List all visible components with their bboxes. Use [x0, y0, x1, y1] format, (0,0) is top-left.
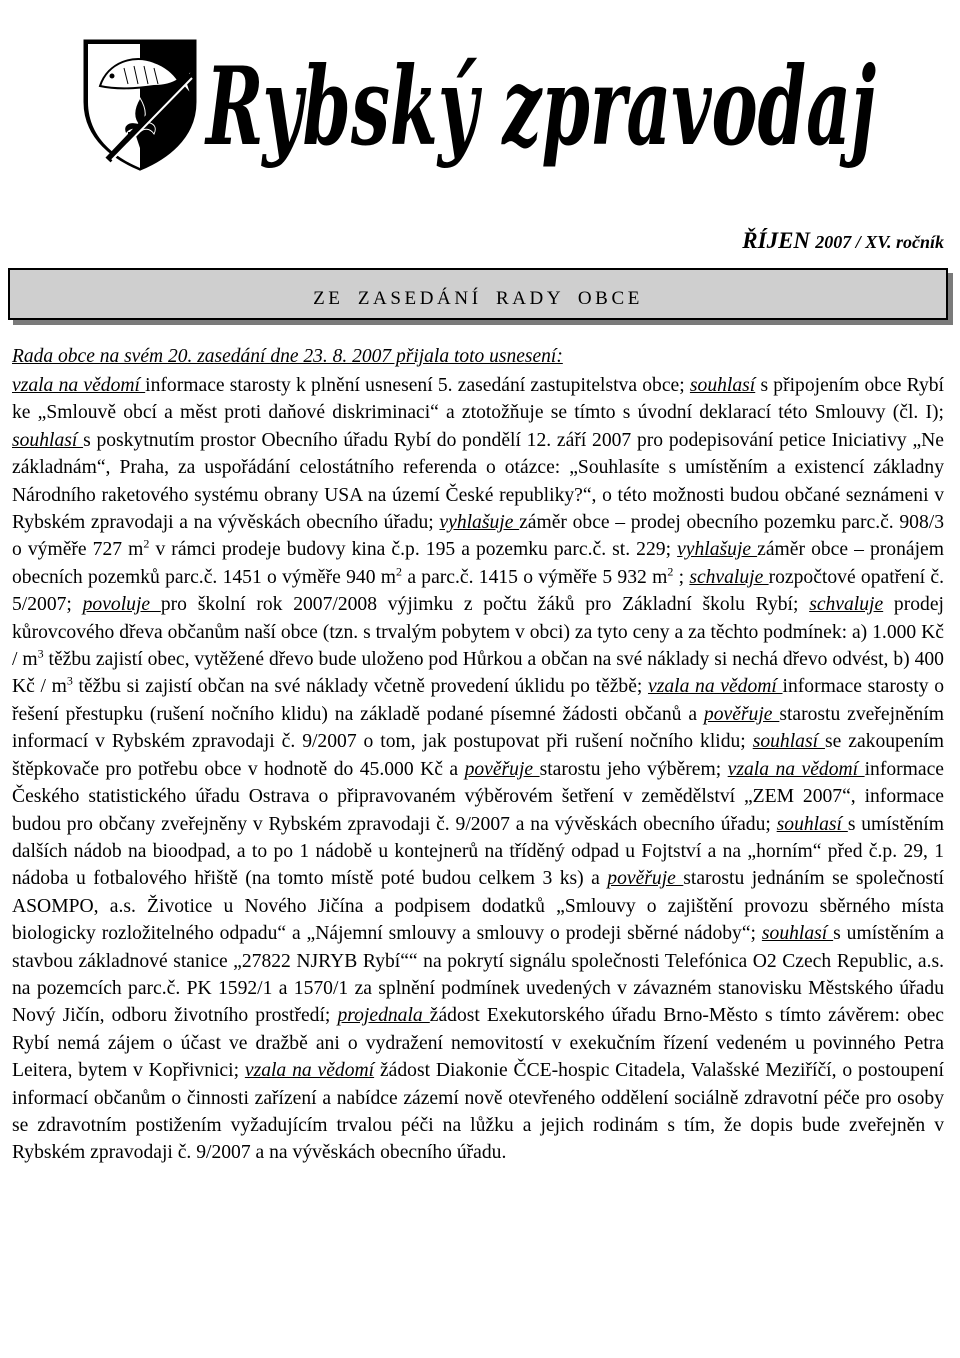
text-segment: těžbu si zajistí občan na své náklady včetně provedení úklidu po těžbě;: [72, 676, 649, 698]
issue-line: [742, 228, 944, 254]
verb-poveruje: pověřuje: [703, 703, 780, 725]
verb-souhlasi: souhlasí: [12, 429, 84, 451]
text-segment: těžbu zajistí obec, vytěžené dřevo bude uloženo pod Hůrkou a občan na své náklady si nechá dřevo odvést, b) 400 Kč / m: [12, 649, 944, 698]
superscript: 2: [396, 564, 403, 579]
issue-volume: 2007 / XV. ročník: [815, 232, 944, 252]
masthead: [78, 28, 898, 178]
resolution-text: [12, 372, 944, 1167]
text-segment: s umístěním a stavbou základnové stanice „27822 NJRYB Rybí““ na pokrytí signálu společnosti Telefónica O2 Czech Republic, a.s. na pozemcích parc.č. PK 1592/1 a 1570/1 za splnění podmínek uvedených v závazném stanovisku Městského úřadu Nový Jičín, odboru životního prostředí;: [12, 923, 944, 1027]
text-segment: rozpočtové opatření č. 5/2007;: [12, 566, 944, 616]
verb-vzala-na-vedomi: vzala na vědomí: [12, 375, 146, 396]
lead-sentence: Rada obce na svém 20. zasedání dne 23. 8. 2007 přijala toto usnesení:: [12, 346, 563, 367]
text-segment: informace starosty o řešení přestupku (rušení nočního klidu) na základě podané písemné žádosti občanů a: [12, 676, 945, 725]
verb-poveruje: pověřuje: [607, 868, 684, 890]
section-banner: [8, 268, 948, 320]
verb-vzala-na-vedomi: vzala na vědomí: [648, 676, 783, 698]
text-segment: v rámci prodeje budovy kina č.p. 195 a pozemku parc.č. st. 229;: [149, 539, 678, 561]
text-segment: s poskytnutím prostor Obecního úřadu Rybí do pondělí 12. září 2007 pro podepisování petice Iniciativy „Ne základnám“, Praha, za uspořádání celostátního referenda o otázce: „Souhlasíte s umístěním a existencí základny Národního raketového systému obrany USA na území České republiky?“, o této možnosti budou občané seznámeni v Rybském zpravodaji a na vývěskách obecního úřadu;: [12, 429, 944, 534]
verb-souhlasi: souhlasí: [776, 813, 848, 835]
village-crest-logo: [86, 42, 194, 168]
text-segment: ;: [673, 566, 690, 588]
text-segment: žádost Diakonie ČCE-hospic Citadela, Valašské Meziříčí, o postoupení informací občanům o činnosti zařízení a nabídce zázemí nově otevřeného oddělení sociálně zdravotní péče pro osoby se zdravotním postižením vyžadujícím trvalou péči na lůžku a jejich rodinám s tím, že dopis bude zveřejněn v Rybském zpravodaji č. 9/2007 a na vývěskách obecního úřadu.: [12, 1060, 944, 1164]
verb-souhlasi: souhlasí: [752, 731, 825, 753]
verb-vzala-na-vedomi: vzala na vědomí: [727, 758, 865, 780]
text-segment: a parc.č. 1415 o výměře 5 932 m: [402, 566, 668, 588]
verb-vyhlasuje: vyhlašuje: [439, 512, 520, 534]
text-segment: se zakoupením štěpkovače pro potřebu obce v hodnotě do 45.000 Kč a: [12, 731, 945, 780]
verb-vzala-na-vedomi: vzala na vědomí: [244, 1060, 375, 1082]
verb-povoluje: povoluje: [82, 594, 161, 616]
text-segment: s umístěním dalších nádob na bioodpad, a to po 1 nádobě u kontejnerů na tříděný odpad u Fojtství a na „horním“ před č.p. 29, 1 nádoba u fotbalového hřiště (na tomto místě poté budou celkem 3 ks) a: [12, 813, 944, 890]
verb-schvaluje: schvaluje: [689, 566, 769, 588]
text-segment: s připojením obce Rybí ke „Smlouvě obcí a měst proti daňové diskriminaci“ a ztotožňuje se tímto s úvodní deklarací této Smlouvy (čl. I);: [12, 375, 944, 424]
text-segment: žádost Exekutorského úřadu Brno-Město s tímto závěrem: obec Rybí nemá zájem o účast ve dražbě ani o vydražení nemovitostí v exekučním řízení vedeném u povinného Petra Leitera, bytem v Kopřivnici;: [12, 1005, 944, 1082]
text-segment: informace Českého statistického úřadu Ostrava o připravovaném výběrovém šetření v zemědělství „ZEM 2007“, informace budou pro občany zveřejněny v Rybském zpravodaji č. 9/2007 a na vývěskách obecního úřadu;: [12, 758, 944, 835]
verb-vyhlasuje: vyhlašuje: [677, 539, 758, 561]
verb-souhlasi: souhlasí: [689, 375, 756, 396]
section-title: ZE ZASEDÁNÍ RADY OBCE: [313, 288, 643, 309]
verb-projednala: projednala: [337, 1005, 430, 1027]
text-segment: záměr obce – prodej obecního pozemku parc.č. 908/3 o výměře 727 m: [12, 512, 944, 561]
superscript: 3: [37, 646, 44, 661]
superscript: 3: [66, 673, 73, 688]
superscript: 2: [143, 536, 150, 551]
text-segment: pro školní rok 2007/2008 výjimku z počtu žáků pro Základní školu Rybí;: [160, 594, 810, 616]
masthead-title: Rybský zpravodaj: [204, 44, 877, 170]
text-segment: záměr obce – pronájem obecních pozemků parc.č. 1451 o výměře 940 m: [12, 539, 944, 588]
verb-poveruje: pověřuje: [464, 758, 540, 780]
text-segment: starostu jeho výběrem;: [539, 758, 728, 780]
verb-schvaluje: schvaluje: [809, 594, 884, 616]
superscript: 2: [667, 564, 674, 579]
issue-month: ŘÍJEN: [742, 228, 811, 253]
masthead-graphic: [78, 28, 898, 178]
text-segment: starostu jednáním se společností ASOMPO, a.s. Životice u Nového Jičína a podpisem dodatků „Smlouvy o zajištění provozu sběrného místa biologicky rozložitelného odpadu“ a „Nájemní smlouvy a smlouvy o prodeji sběrné nádoby“;: [12, 868, 944, 945]
text-segment: prodej kůrovcového dřeva občanům naší obce (tzn. s trvalým pobytem v obci) za tyto ceny a za těchto podmínek: a) 1.000 Kč / m: [12, 594, 944, 671]
text-segment: informace starosty k plnění usnesení 5. zasedání zastupitelstva obce;: [145, 375, 690, 396]
text-segment: starostu zveřejněním informací v Rybském zpravodaji č. 9/2007 o tom, jak postupovat při rušení nočního klidu;: [12, 703, 945, 753]
verb-souhlasi: souhlasí: [761, 923, 834, 945]
